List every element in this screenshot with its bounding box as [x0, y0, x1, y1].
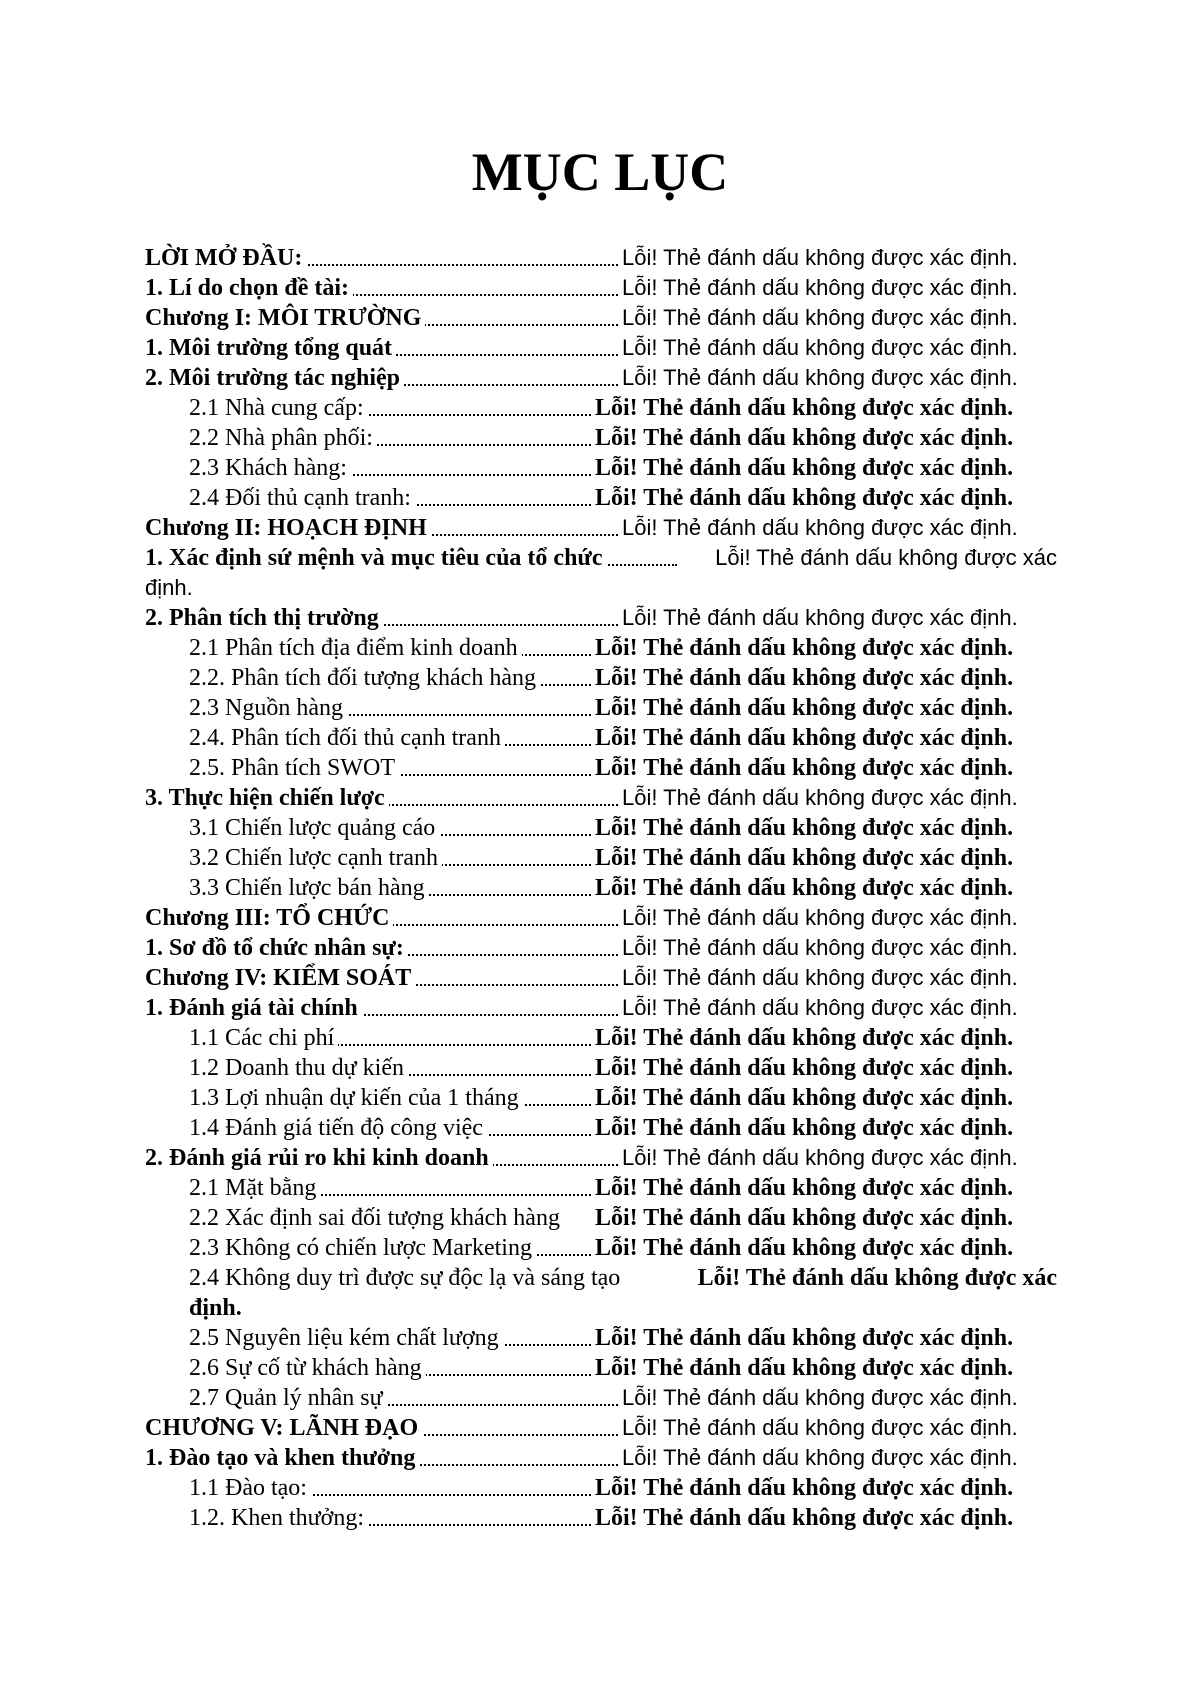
toc-entry-label: 2.3 Nguồn hàng [189, 693, 347, 723]
toc-entry-label: 2.4 Đối thủ cạnh tranh: [189, 483, 415, 513]
toc-entry[interactable] [145, 933, 1057, 963]
toc-entry[interactable] [145, 1353, 1057, 1383]
toc-entry-page: Lỗi! Thẻ đánh dấu không được xác định. [618, 333, 1057, 363]
toc-entry-page: Lỗi! Thẻ đánh dấu không được xác định. [618, 303, 1057, 333]
toc-entry-label: 2.1 Phân tích địa điểm kinh doanh [189, 633, 522, 663]
page-title: MỤC LỤC [471, 142, 729, 202]
toc-entry[interactable] [145, 1053, 1057, 1083]
toc-entry-page: Lỗi! Thẻ đánh dấu không được xác định. [618, 363, 1057, 393]
toc-entry-label: Chương II: HOẠCH ĐỊNH [145, 513, 431, 543]
toc-entry-page: Lỗi! Thẻ đánh dấu không được xác định. [618, 1383, 1057, 1413]
toc-entry[interactable] [145, 633, 1057, 663]
toc-entry[interactable] [145, 1233, 1057, 1263]
toc-entry[interactable] [145, 453, 1057, 483]
toc-entry[interactable] [145, 1023, 1057, 1053]
toc-entry-page: Lỗi! Thẻ đánh dấu không được xác định. [618, 273, 1057, 303]
toc-entry-page: Lỗi! Thẻ đánh dấu không được xác định. [618, 783, 1057, 813]
toc-entry-label: 1.1 Đào tạo: [189, 1473, 311, 1503]
toc-entry-label: 1. Xác định sứ mệnh và mục tiêu của tổ chức [145, 543, 606, 573]
toc-entry-label: CHƯƠNG V: LÃNH ĐẠO [145, 1413, 422, 1443]
toc-entry-label: 1.1 Các chi phí [189, 1023, 338, 1053]
toc-entry-page: Lỗi! Thẻ đánh dấu không được xác định. [591, 1083, 1057, 1113]
toc-entry-label: 2.1 Nhà cung cấp: [189, 393, 368, 423]
toc-entry-page: Lỗi! Thẻ đánh dấu không được xác định. [591, 393, 1057, 423]
toc-entry-page: Lỗi! Thẻ đánh dấu không được xác định. [591, 1353, 1057, 1383]
toc-entry[interactable] [145, 603, 1057, 633]
toc-entry-page: Lỗi! Thẻ đánh dấu không được xác định. [591, 753, 1057, 783]
toc-entry-page: Lỗi! Thẻ đánh dấu không được xác định. [618, 993, 1057, 1023]
toc-entry-page: Lỗi! Thẻ đánh dấu không được xác định. [591, 843, 1057, 873]
toc-entry[interactable] [145, 753, 1057, 783]
toc-entry[interactable] [145, 1263, 1057, 1323]
table-of-contents [145, 243, 1057, 1533]
toc-entry[interactable] [145, 483, 1057, 513]
toc-entry-page: Lỗi! Thẻ đánh dấu không được xác định. [591, 1053, 1057, 1083]
toc-entry-page: Lỗi! Thẻ đánh dấu không được xác [694, 1263, 1057, 1293]
toc-entry-label: 3. Thực hiện chiến lược [145, 783, 389, 813]
toc-entry[interactable] [145, 1203, 1057, 1233]
toc-entry-page: Lỗi! Thẻ đánh dấu không được xác định. [591, 1323, 1057, 1353]
toc-entry[interactable] [145, 693, 1057, 723]
toc-entry-label: 1. Đào tạo và khen thưởng [145, 1443, 419, 1473]
toc-entry-page: Lỗi! Thẻ đánh dấu không được xác định. [591, 1203, 1057, 1233]
toc-entry-label: 2.6 Sự cố từ khách hàng [189, 1353, 426, 1383]
toc-entry[interactable] [145, 363, 1057, 393]
toc-entry[interactable] [145, 1473, 1057, 1503]
toc-entry[interactable] [145, 333, 1057, 363]
toc-entry-page: Lỗi! Thẻ đánh dấu không được xác [711, 543, 1057, 573]
toc-entry-page: Lỗi! Thẻ đánh dấu không được xác định. [591, 1233, 1057, 1263]
toc-entry-page: Lỗi! Thẻ đánh dấu không được xác định. [618, 903, 1057, 933]
toc-entry-label: 1.3 Lợi nhuận dự kiến của 1 tháng [189, 1083, 523, 1113]
toc-entry[interactable] [145, 423, 1057, 453]
toc-entry[interactable] [145, 1083, 1057, 1113]
toc-entry-label: 2. Đánh giá rủi ro khi kinh doanh [145, 1143, 493, 1173]
toc-entry[interactable] [145, 513, 1057, 543]
toc-entry-page-continued: định. [189, 1295, 242, 1321]
toc-entry[interactable] [145, 843, 1057, 873]
toc-entry-page: Lỗi! Thẻ đánh dấu không được xác định. [591, 723, 1057, 753]
toc-entry[interactable] [145, 393, 1057, 423]
toc-entry-label: 2.1 Mặt bằng [189, 1173, 320, 1203]
toc-entry-label: 2.2 Xác định sai đối tượng khách hàng [189, 1203, 564, 1233]
toc-entry-page: Lỗi! Thẻ đánh dấu không được xác định. [591, 693, 1057, 723]
toc-entry-page: Lỗi! Thẻ đánh dấu không được xác định. [591, 1473, 1057, 1503]
toc-entry-label: 2.4. Phân tích đối thủ cạnh tranh [189, 723, 505, 753]
toc-entry[interactable] [145, 993, 1057, 1023]
toc-entry-page: Lỗi! Thẻ đánh dấu không được xác định. [618, 603, 1057, 633]
toc-entry[interactable] [145, 1113, 1057, 1143]
toc-entry-page: Lỗi! Thẻ đánh dấu không được xác định. [591, 453, 1057, 483]
toc-entry-label: 2.3 Khách hàng: [189, 453, 351, 483]
toc-entry-page: Lỗi! Thẻ đánh dấu không được xác định. [591, 1503, 1057, 1533]
toc-entry[interactable] [145, 873, 1057, 903]
toc-entry-page: Lỗi! Thẻ đánh dấu không được xác định. [591, 633, 1057, 663]
toc-entry[interactable] [145, 273, 1057, 303]
toc-entry-page: Lỗi! Thẻ đánh dấu không được xác định. [591, 483, 1057, 513]
toc-entry-page: Lỗi! Thẻ đánh dấu không được xác định. [618, 243, 1057, 273]
toc-entry-label: 2. Môi trường tác nghiệp [145, 363, 404, 393]
toc-entry-page: Lỗi! Thẻ đánh dấu không được xác định. [618, 1443, 1057, 1473]
toc-entry-label: 2.4 Không duy trì được sự độc lạ và sáng tạo [189, 1263, 624, 1293]
toc-entry-label: 3.2 Chiến lược cạnh tranh [189, 843, 442, 873]
toc-entry-label: 2.5 Nguyên liệu kém chất lượng [189, 1323, 503, 1353]
toc-entry[interactable] [145, 813, 1057, 843]
toc-entry-page: Lỗi! Thẻ đánh dấu không được xác định. [618, 513, 1057, 543]
toc-entry[interactable] [145, 663, 1057, 693]
toc-entry-page: Lỗi! Thẻ đánh dấu không được xác định. [591, 1023, 1057, 1053]
toc-entry-page: Lỗi! Thẻ đánh dấu không được xác định. [618, 933, 1057, 963]
toc-entry[interactable] [145, 1503, 1057, 1533]
toc-entry[interactable] [145, 543, 1057, 603]
toc-entry-label: 2.2 Nhà phân phối: [189, 423, 377, 453]
toc-entry-label: 2. Phân tích thị trường [145, 603, 383, 633]
toc-entry[interactable] [145, 963, 1057, 993]
toc-entry-page: Lỗi! Thẻ đánh dấu không được xác định. [591, 1173, 1057, 1203]
toc-entry-label: 1. Đánh giá tài chính [145, 993, 362, 1023]
toc-entry[interactable] [145, 903, 1057, 933]
toc-entry[interactable] [145, 783, 1057, 813]
toc-entry-label: 1.2. Khen thưởng: [189, 1503, 368, 1533]
toc-entry-page: Lỗi! Thẻ đánh dấu không được xác định. [591, 663, 1057, 693]
toc-entry[interactable] [145, 1443, 1057, 1473]
toc-entry-label: 2.7 Quản lý nhân sự [189, 1383, 387, 1413]
toc-entry-label: 1.4 Đánh giá tiến độ công việc [189, 1113, 487, 1143]
toc-entry[interactable] [145, 723, 1057, 753]
toc-entry-label: 1.2 Doanh thu dự kiến [189, 1053, 408, 1083]
toc-entry-label: Chương I: MÔI TRƯỜNG [145, 303, 425, 333]
toc-entry-label: LỜI MỞ ĐẦU: [145, 243, 306, 273]
toc-entry[interactable] [145, 1173, 1057, 1203]
toc-entry[interactable] [145, 1323, 1057, 1353]
toc-entry-label: 3.1 Chiến lược quảng cáo [189, 813, 439, 843]
toc-entry-line [145, 1263, 1057, 1293]
toc-entry-label: 3.3 Chiến lược bán hàng [189, 873, 429, 903]
toc-entry-page: Lỗi! Thẻ đánh dấu không được xác định. [618, 1413, 1057, 1443]
toc-entry-label: 2.3 Không có chiến lược Marketing [189, 1233, 536, 1263]
toc-entry-page: Lỗi! Thẻ đánh dấu không được xác định. [591, 423, 1057, 453]
toc-entry-label: 1. Môi trường tổng quát [145, 333, 396, 363]
toc-entry-line [145, 543, 1057, 573]
toc-entry-label: 1. Sơ đồ tổ chức nhân sự: [145, 933, 408, 963]
toc-entry-page: Lỗi! Thẻ đánh dấu không được xác định. [618, 1143, 1057, 1173]
toc-entry-label: 1. Lí do chọn đề tài: [145, 273, 353, 303]
toc-entry-label: Chương III: TỔ CHỨC [145, 903, 393, 933]
toc-entry[interactable] [145, 1413, 1057, 1443]
toc-entry-label: Chương IV: KIỂM SOÁT [145, 963, 415, 993]
toc-entry[interactable] [145, 1143, 1057, 1173]
toc-entry[interactable] [145, 243, 1057, 273]
toc-entry[interactable] [145, 1383, 1057, 1413]
toc-entry-page: Lỗi! Thẻ đánh dấu không được xác định. [591, 873, 1057, 903]
toc-entry-label: 2.2. Phân tích đối tượng khách hàng [189, 663, 540, 693]
toc-entry-page: Lỗi! Thẻ đánh dấu không được xác định. [618, 963, 1057, 993]
toc-entry-page: Lỗi! Thẻ đánh dấu không được xác định. [591, 1113, 1057, 1143]
toc-entry[interactable] [145, 303, 1057, 333]
toc-entry-label: 2.5. Phân tích SWOT [189, 753, 399, 783]
toc-entry-page: Lỗi! Thẻ đánh dấu không được xác định. [591, 813, 1057, 843]
toc-entry-page-continued: định. [145, 575, 193, 600]
